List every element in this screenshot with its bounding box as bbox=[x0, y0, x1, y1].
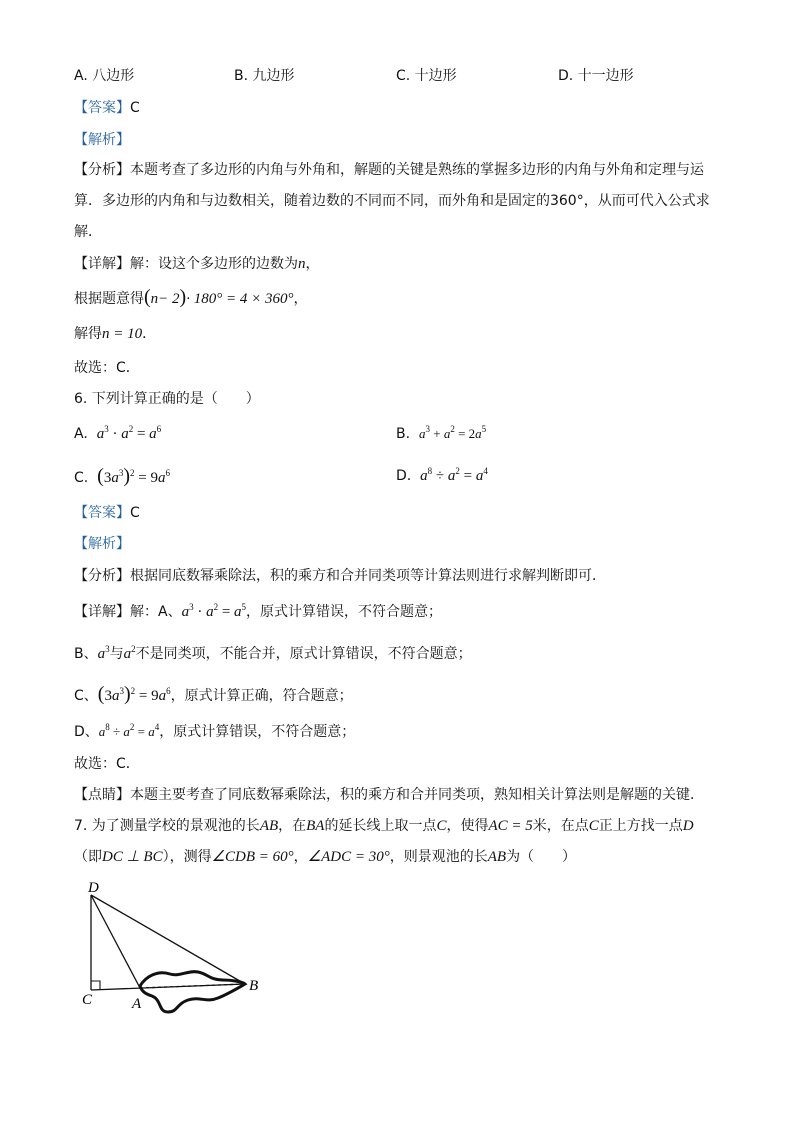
b-suffix: 不是同类项，不能合并，原式计算错误，不符合题意； bbox=[135, 646, 472, 662]
fenxi-line-1 bbox=[74, 160, 704, 180]
option-label: C. bbox=[74, 470, 89, 486]
xiangjie-line-2 bbox=[74, 287, 307, 309]
q7-text: 7. 为了测量学校的景观池的长 bbox=[74, 818, 260, 834]
q7-text: ，在 bbox=[278, 818, 307, 834]
line2-prefix: 根据题意得 bbox=[74, 291, 144, 307]
d-formula: $a^8 \div a^2 = a^4$ bbox=[98, 722, 160, 739]
option-label: D. bbox=[396, 468, 412, 484]
q6-option-b bbox=[396, 424, 486, 444]
label-C: C bbox=[82, 992, 93, 1008]
q7-text: ， bbox=[293, 849, 308, 865]
q6-option-c bbox=[74, 466, 170, 488]
fenxi-tag: 【分析】 bbox=[74, 162, 130, 178]
q6-stem: 6. 下列计算正确的是（ ） bbox=[74, 391, 260, 407]
xiangjie-a-formula: $a^3 \cdot a^2 = a^5$ bbox=[181, 602, 247, 620]
q7-text: ，使得 bbox=[446, 818, 489, 834]
xiangjie-tag: 【详解】 bbox=[74, 256, 130, 272]
paren-open: ( bbox=[144, 286, 151, 308]
q6-option-d bbox=[396, 466, 488, 486]
q7-text: 为（ ） bbox=[506, 849, 577, 865]
b-prefix: B、 bbox=[74, 646, 98, 662]
paren-close: ) bbox=[179, 286, 187, 308]
answer-tag: 【答案】 bbox=[74, 100, 130, 116]
q6-xiangjie-d bbox=[74, 722, 355, 742]
comma: ， bbox=[305, 256, 320, 272]
pond-outline bbox=[140, 972, 245, 1012]
option-label: A. bbox=[74, 426, 88, 442]
c-suffix: ，原式计算正确，符合题意； bbox=[170, 688, 353, 704]
analysis-tag: 【解析】 bbox=[74, 132, 130, 148]
b-term-2: $a^2$ bbox=[123, 644, 136, 662]
option-d: D. 十一边形 bbox=[558, 68, 634, 84]
option-d-formula: $a^8 \div a^2 = a^4$ bbox=[420, 466, 488, 484]
answer-line bbox=[74, 98, 140, 118]
math-n: n bbox=[150, 291, 159, 307]
q6-fenxi bbox=[74, 566, 606, 586]
math-minus-2: − 2 bbox=[158, 291, 180, 307]
fenxi-line-2: 算．多边形的内角和与边数相关，随着边数的不同而不同，而外角和是固定的360°，从而可代入公式求 bbox=[74, 193, 710, 209]
b-mid: 与 bbox=[109, 646, 124, 662]
math-AC-eq: AC = 5 bbox=[488, 818, 533, 834]
line-CB bbox=[91, 984, 245, 990]
answer-tag: 【答案】 bbox=[74, 505, 130, 521]
math-equation: · 180° = 4 × 360° bbox=[186, 291, 294, 307]
var-n: n bbox=[298, 256, 306, 272]
option-c: C. 十边形 bbox=[396, 68, 457, 84]
xiangjie-line-1 bbox=[74, 254, 320, 274]
q7-text: ），测得 bbox=[162, 849, 212, 865]
d-suffix: ，原式计算错误，不符合题意； bbox=[159, 724, 356, 740]
dianjing-text: 本题主要考查了同底数幂乘除法，积的乘方和合并同类项，熟知相关计算法则是解题的关键． bbox=[130, 787, 704, 803]
fenxi-text: 本题考查了多边形的内角与外角和，解题的关键是熟练的掌握多边形的内角与外角和定理与运 bbox=[130, 162, 704, 178]
math-BA: BA bbox=[306, 818, 325, 834]
line3-prefix: 解得 bbox=[74, 326, 102, 342]
math-eq-10: = 10 bbox=[109, 326, 143, 342]
q7-line-2 bbox=[74, 847, 576, 867]
xiangjie-line-3 bbox=[74, 324, 156, 344]
answer-value: C bbox=[130, 100, 140, 116]
c-formula: $(3a^3)^2 = 9a^6$ bbox=[97, 683, 171, 705]
fenxi-text: 根据同底数幂乘除法，积的乘方和合并同类项等计算法则进行求解判断即可． bbox=[130, 568, 606, 584]
math-AB: AB bbox=[259, 818, 279, 834]
math-n: n bbox=[102, 326, 110, 342]
label-A: A bbox=[132, 996, 142, 1012]
fenxi-line-3: 解． bbox=[74, 224, 102, 240]
label-B: B bbox=[249, 978, 259, 994]
geometry-figure bbox=[78, 878, 278, 1023]
q6-xiangjie-a bbox=[74, 602, 442, 622]
xiangjie-a-prefix: 解：A、 bbox=[130, 604, 182, 620]
option-label: B. bbox=[396, 426, 411, 442]
guxuan-line: 故选：C． bbox=[74, 360, 140, 376]
option-b-formula: $a^3 + a^2 = 2a^5$ bbox=[418, 424, 487, 441]
line3-suffix: ． bbox=[142, 326, 157, 342]
q6-option-a bbox=[74, 424, 161, 444]
math-AB: AB bbox=[487, 849, 507, 865]
q7-text: 的延长线上取一点 bbox=[324, 818, 437, 834]
math-C: C bbox=[588, 818, 599, 834]
label-D: D bbox=[88, 880, 99, 896]
option-a-formula: $a^3 \cdot a^2 = a^6$ bbox=[96, 424, 162, 442]
fenxi-tag: 【分析】 bbox=[74, 568, 130, 584]
option-b: B. 九边形 bbox=[234, 68, 295, 84]
right-angle-mark bbox=[91, 981, 100, 990]
q7-text: 正上方找一点 bbox=[598, 818, 683, 834]
xiangjie-text: 解：设这个多边形的边数为 bbox=[130, 256, 298, 272]
c-prefix: C、 bbox=[74, 688, 98, 704]
math-DC-perp: DC ⊥ BC bbox=[102, 849, 163, 865]
option-a: A. 八边形 bbox=[74, 68, 135, 84]
dianjing-tag: 【点睛】 bbox=[74, 787, 130, 803]
math-angle-ADC: ∠ADC = 30° bbox=[307, 849, 390, 865]
xiangjie-a-suffix: ，原式计算错误，不符合题意； bbox=[246, 604, 443, 620]
q6-answer-line bbox=[74, 503, 140, 523]
xiangjie-tag: 【详解】 bbox=[74, 604, 130, 620]
answer-value: C bbox=[130, 505, 140, 521]
q6-xiangjie-c bbox=[74, 684, 353, 706]
q7-text: （即 bbox=[74, 849, 102, 865]
math-C: C bbox=[436, 818, 447, 834]
q6-xiangjie-b bbox=[74, 644, 472, 664]
option-c-formula: $(3a^3)^2 = 9a^6$ bbox=[97, 465, 170, 487]
q6-dianjing bbox=[74, 785, 704, 805]
math-D: D bbox=[682, 818, 694, 834]
d-prefix: D、 bbox=[74, 724, 99, 740]
math-angle-CDB: ∠CDB = 60° bbox=[211, 849, 294, 865]
line2-suffix: ， bbox=[293, 291, 308, 307]
q6-analysis-tag: 【解析】 bbox=[74, 536, 130, 552]
q7-line-1 bbox=[74, 816, 694, 836]
b-term-1: $a^3$ bbox=[97, 644, 110, 662]
q7-text: 米，在点 bbox=[532, 818, 589, 834]
q6-guxuan: 故选：C． bbox=[74, 756, 140, 772]
q7-text: ，则景观池的长 bbox=[389, 849, 488, 865]
